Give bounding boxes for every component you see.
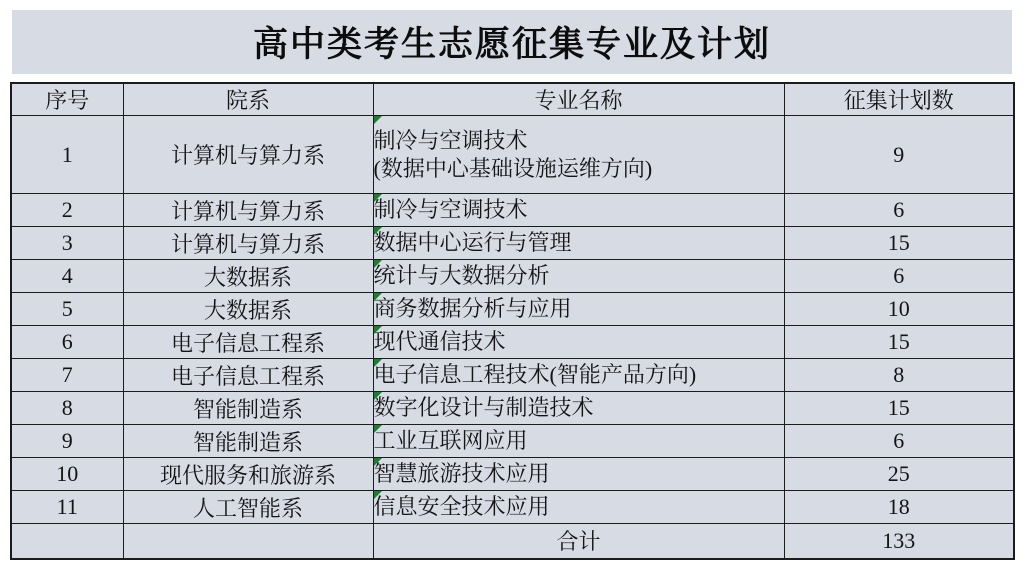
row-dept: 智能制造系 [123,392,373,425]
row-major [373,458,784,491]
row-index: 3 [11,227,123,260]
row-index: 7 [11,359,123,392]
empty-cell [11,524,123,559]
row-major [373,293,784,326]
total-row [11,524,1014,559]
major-line-1: 数据中心运行与管理 [373,230,572,256]
row-major [373,359,784,392]
header-no: 序号 [11,83,123,116]
row-count: 25 [784,458,1014,491]
row-count: 15 [784,227,1014,260]
row-dept: 电子信息工程系 [123,359,373,392]
row-dept: 人工智能系 [123,491,373,524]
major-line-1: 信息安全技术应用 [373,494,550,520]
row-major [373,326,784,359]
cell-flag-triangle-icon [374,227,382,235]
major-line-1: 智慧旅游技术应用 [373,461,550,487]
header-dept: 院系 [123,83,373,116]
row-index: 2 [11,194,123,227]
table-row [11,194,1014,227]
major-line-1: 电子信息工程技术(智能产品方向) [373,362,697,388]
row-major [373,491,784,524]
row-index: 8 [11,392,123,425]
row-major [373,194,784,227]
row-count: 9 [784,116,1014,194]
row-dept: 现代服务和旅游系 [123,458,373,491]
row-dept: 计算机与算力系 [123,227,373,260]
major-line-1: 现代通信技术 [373,329,506,355]
row-dept: 智能制造系 [123,425,373,458]
major-line-1: 数字化设计与制造技术 [373,395,594,421]
cell-flag-triangle-icon [374,194,382,202]
row-index: 1 [11,116,123,194]
major-line-2: (数据中心基础设施运维方向) [373,155,653,181]
major-line-1: 制冷与空调技术 [373,128,528,153]
table-row [11,392,1014,425]
cell-flag-triangle-icon [374,260,382,268]
row-count: 18 [784,491,1014,524]
header-major: 专业名称 [373,83,784,116]
cell-flag-triangle-icon [374,392,382,400]
major-line-1: 工业互联网应用 [373,428,528,454]
cell-flag-triangle-icon [374,293,382,301]
table-row [11,425,1014,458]
plan-table [10,82,1015,560]
row-count: 6 [784,260,1014,293]
cell-flag-triangle-icon [374,326,382,334]
row-count: 8 [784,359,1014,392]
row-dept: 电子信息工程系 [123,326,373,359]
cell-flag-triangle-icon [374,425,382,433]
empty-cell [123,524,373,559]
total-count: 133 [784,524,1014,559]
row-dept: 大数据系 [123,293,373,326]
row-index: 5 [11,293,123,326]
cell-flag-triangle-icon [374,116,382,124]
row-index: 9 [11,425,123,458]
row-major [373,116,784,194]
header-row [11,83,1014,116]
row-dept: 计算机与算力系 [123,194,373,227]
row-count: 15 [784,326,1014,359]
cell-flag-triangle-icon [374,491,382,499]
row-major [373,260,784,293]
table-row [11,260,1014,293]
row-count: 6 [784,425,1014,458]
table-row [11,458,1014,491]
row-dept: 大数据系 [123,260,373,293]
table-row [11,116,1014,194]
table-row [11,491,1014,524]
row-index: 10 [11,458,123,491]
table-row [11,293,1014,326]
row-dept: 计算机与算力系 [123,116,373,194]
table-row [11,227,1014,260]
page-title: 高中类考生志愿征集专业及计划 [252,25,771,64]
cell-flag-triangle-icon [374,458,382,466]
header-count: 征集计划数 [784,83,1014,116]
row-index: 6 [11,326,123,359]
major-line-1: 统计与大数据分析 [373,263,550,289]
major-line-1: 商务数据分析与应用 [373,296,572,322]
table-row [11,359,1014,392]
major-line-1: 制冷与空调技术 [373,197,528,223]
total-label: 合计 [373,524,784,559]
row-count: 10 [784,293,1014,326]
title-block [12,10,1012,74]
row-major [373,425,784,458]
row-count: 15 [784,392,1014,425]
row-major [373,227,784,260]
cell-flag-triangle-icon [374,359,382,367]
row-index: 4 [11,260,123,293]
row-index: 11 [11,491,123,524]
row-count: 6 [784,194,1014,227]
table-row [11,326,1014,359]
row-major [373,392,784,425]
